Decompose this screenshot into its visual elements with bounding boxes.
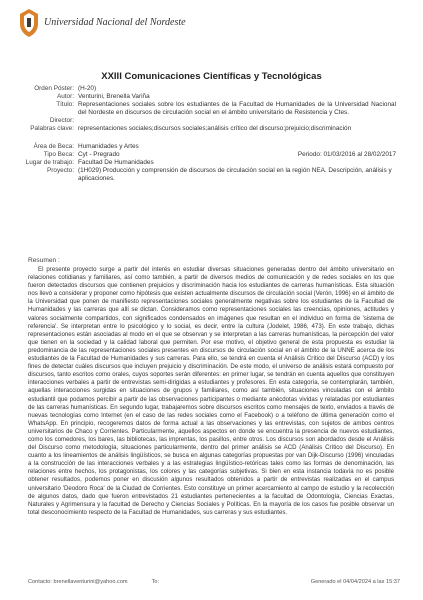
header <box>18 8 186 42</box>
tipo-beca-label: Tipo Beca: <box>43 151 74 158</box>
orden-poster-row <box>0 85 423 93</box>
proyecto-label: Proyecto: <box>47 167 74 174</box>
orden-poster-label: Orden Póster: <box>34 85 74 92</box>
palabras-clave-value: representaciones sociales;discursos sociales;análisis crítico del discurso;prejuicio;discriminación <box>78 125 352 132</box>
resumen-label: Resumen : <box>28 257 60 264</box>
university-name: Universidad Nacional del Nordeste <box>44 17 186 28</box>
titulo-label: Título: <box>56 101 74 108</box>
metadata-table <box>0 85 423 183</box>
area-beca-label: Área de Beca: <box>33 143 74 150</box>
tipo-beca-row <box>0 151 423 159</box>
periodo-value: Periodo: 01/03/2016 al 28/02/2017 <box>297 151 396 158</box>
autor-label: Autor: <box>56 93 74 100</box>
tipo-beca-value: Cyt - Pregrado <box>78 151 120 158</box>
palabras-clave-row <box>0 125 423 133</box>
resumen-paragraph: El presente proyecto surge a partir del interés en estudiar diversas situaciones generadas dentro del ámbito universitario en relaciones cotidianas y familiares, así como también, a partir de diversos medios de comunicación y de redes sociales en los que fueron detectados discursos que contienen prejuicios y discriminación hacia los estudiantes de carreras humanísticas. Esta situación nos llevó a considerar y proponer como hipótesis que existen actualmente discursos de circulación social (Verón, 1996) en el ámbito de la Universidad que ponen de manifiesto representaciones sociales generalmente negativas sobre los estudiantes de la Facultad de Humanidades y las carreras que allí se dictan. Consideramos como representaciones sociales las creencias, opiniones, actitudes y valores socialmente compartidos, con significados condensados en imágenes que resultan en el individuo en forma de 'sistema de referencia'. Se interpretan entre lo psicológico y lo social, es decir, entre la cultura (Jodelet, 1986, 473). En este trabajo, dichas representaciones están asociadas al modo en el que se observan y se interpretan a las carreras humanísticas, la percepción del valor que tienen en la sociedad y la calidad laboral que permiten. Por ese motivo, el objetivo general de esta propuesta es estudiar la predominancia de las representaciones sociales presentes en discursos de circulación social en el ámbito de la UNNE acerca de los estudiantes de la Facultad de Humanidades y sus carreras. Para ello, se tendrá en cuenta el Análisis Crítico del Discurso (ACD) y los fines de detectar cuáles discursos que incluyen prejuicio y discriminación. De este modo, el universo de análisis estará compuesto por discursos, tanto escritos como orales, cuyos soportes serán diferentes: en primer lugar, se tendrán en cuenta aquellos que constituyen interacciones verbales a partir de entrevistas semi-dirigidas a estudiantes y profesores. En esta categoría, se contemplarán, también, aquellas interacciones surgidas en situaciones de grupos y familiares, como así también, situaciones vinculadas con el ámbito estudiantil que podamos percibir a partir de las observaciones participantes o mediante anécdotas vividas y relatadas por estudiantes de las carreras humanísticas. En segundo lugar, trabajaremos sobre discursos escritos como mensajes de texto, enviados a través de nuevas tecnologías como Internet (en el caso de las redes sociales como el Facebook) o a teléfono de última generación como el WhatsApp. En principio, recogeremos datos de forma actual a las observaciones y las entrevistas, con sujetos de ambos centros universitarios de Chaco y Corrientes. Particularmente, aquellos aspectos en donde se encuentra la presencia de nuevos estudiantes, como los comedores, los bares, las bibliotecas, las imprentas, los pasillos, entre otros. Los discursos son abordados desde el Análisis del Discurso como metodología, situaciones particularmente, dentro del primer análisis se ACD (Análisis Crítico del Discurso). En cuanto a los lineamientos de análisis lingüísticos, se busca en algunas categorías propuestas por van Dijk-Discurso (1996) vinculadas a la construcción de las interacciones verbales y a las estrategias lingüístico-retóricas tales como las formas de denominación, las relaciones entre hechos, los protagonistas, los colores y las categorías subjetivas. Si bien en esta instancia todavía no es posible obtener resultados, podemos poner en discusión algunos resultados obtenidos a partir de entrevistas realizadas en el campus universitario 'Deodoro Roca' de la Ciudad de Corrientes. Esto constituye un primer acercamiento al campo de estudio y la recolección de algunos datos, dado que fueron entrevistados 21 estudiantes pertenecientes a la facultad de Odontología, Ciencias Exactas, Naturales y Agrimensura y la facultad de Derecho y Ciencias Sociales y Políticas. En la mayoría de los casos fue posible observar un total desconocimiento respecto de la Facultad de Humanidades, sus carreras y sus estudiantes. <box>28 266 394 516</box>
footer-to: To: <box>151 579 160 585</box>
area-beca-value: Humanidades y Artes <box>78 143 139 150</box>
director-row <box>0 117 423 125</box>
director-label: Director: <box>49 117 74 124</box>
resumen-body <box>28 266 394 517</box>
titulo-value: Representaciones sociales sobre los estudiantes de la Facultad de Humanidades de la Universidad Nacional del Nordeste en discursos de circulación social en el ámbito universitario de Resistencia y Ctes. <box>78 101 396 116</box>
lugar-trabajo-value: Facultad De Humanidades <box>78 159 154 166</box>
autor-row <box>0 93 423 101</box>
generated-timestamp: Generado el 04/04/2024 a las 15:37 <box>310 579 400 585</box>
proyecto-row <box>0 167 423 183</box>
proyecto-value: (1H029) Producción y comprensión de discursos de circulación social en la región NEA. Descripción, análisis y aplicaciones. <box>78 167 392 182</box>
autor-value: Venturini, Brenella Variña <box>78 93 150 100</box>
footer <box>28 579 400 585</box>
palabras-clave-label: Palabras clave: <box>30 125 74 132</box>
lugar-trabajo-row <box>0 159 423 167</box>
university-shield-icon <box>18 8 40 38</box>
area-beca-row <box>0 143 423 151</box>
titulo-row <box>0 101 423 117</box>
contact-email: Contacto: brenellaventurini@yahoo.com <box>28 579 128 585</box>
lugar-trabajo-label: Lugar de trabajo: <box>25 159 74 166</box>
event-title: XXIII Comunicaciones Científicas y Tecnológicas <box>101 71 322 82</box>
orden-poster-value: (H-20) <box>78 85 97 92</box>
